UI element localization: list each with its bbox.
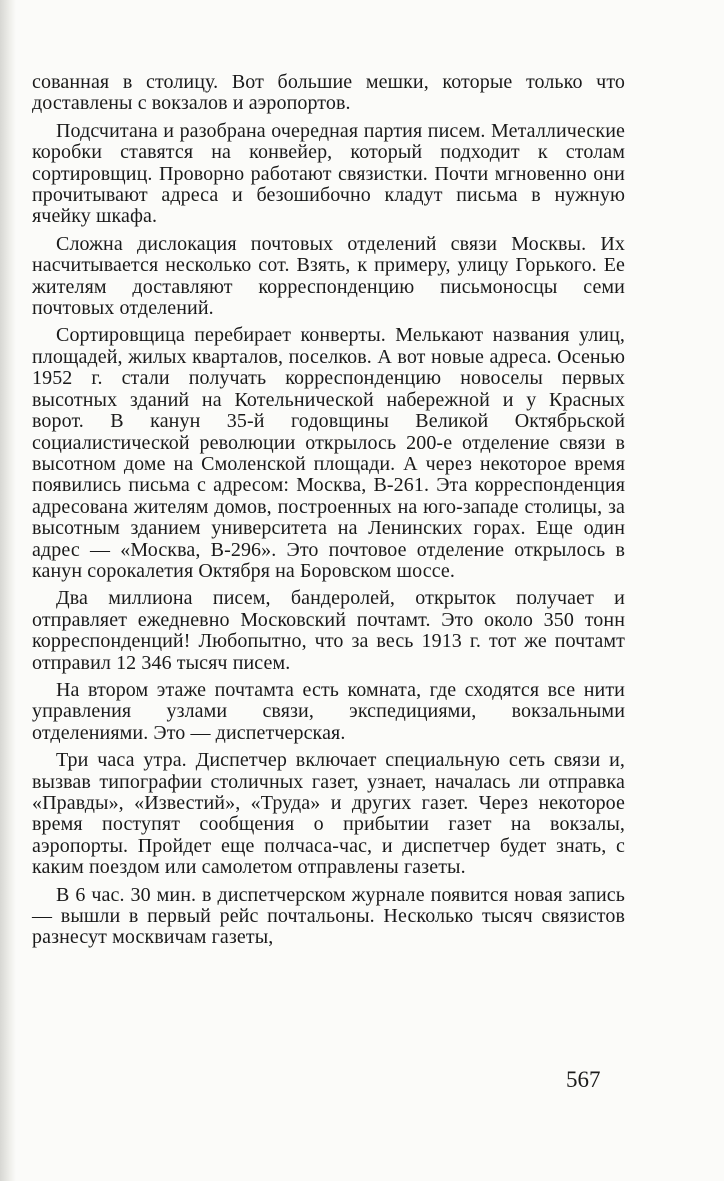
paragraph-continued: сованная в столицу. Вот большие мешки, которые только что доставлены с вокзалов и аэропортов. [32, 71, 625, 115]
body-text [32, 72, 625, 955]
page-number: 567 [566, 1067, 601, 1092]
paragraph-newspapers: Три часа утра. Диспетчер включает специальную сеть связи и, вызвав типографии столичных газет, узнает, началась ли отправка «Правды», «Известий», «Труда» и других газет. Через некоторое время поступят сообщения о прибытии газет на вокзалы, аэропорты. Пройдет еще полчаса-час, и диспетчер будет знать, с каким поездом или самолетом отправлены газеты. [32, 749, 625, 879]
paragraph-post-offices: Сложна дислокация почтовых отделений связи Москвы. Их насчитывается несколько сот. Взять, к примеру, улицу Горького. Ее жителям доставляют корреспонденцию письмоносцы семи почтовых отделений. [32, 232, 625, 320]
paragraph-daily-volume: Два миллиона писем, бандеролей, открыток получает и отправляет ежедневно Московский почтамт. Это около 350 тонн корреспонденций! Любопытно, что за весь 1913 г. тот же почтамт отправил 12 346 тысяч писем. [32, 587, 625, 674]
page-edge-shadow [0, 0, 16, 1181]
paragraph-new-addresses: Сортировщица перебирает конверты. Мелькают названия улиц, площадей, жилых кварталов, поселков. А вот новые адреса. Осенью 1952 г. стали получать корреспонденцию новоселы первых высотных зданий на Котельнической набережной и у Красных ворот. В канун 35-й годовщины Великой Октябрьской социалистической революции открылось 200-е отделение связи в высотном доме на Смоленской площади. А через некоторое время появились письма с адресом: Москва, В-261. Эта корреспонденция адресована жителям домов, построенных на юго-западе столицы, за высотным зданием университета на Ленинских горах. Еще один адрес — «Москва, В-296». Это почтовое отделение открылось в канун сорокалетия Октября на Боровском шоссе. [32, 324, 625, 582]
paragraph-dispatch-room: На втором этаже почтамта есть комната, где сходятся все нити управления узлами связи, экспедициями, вокзальными отделениями. Это — диспетчерская. [32, 678, 625, 744]
paragraph-sorting: Подсчитана и разобрана очередная партия писем. Металлические коробки ставятся на конвейер, который подходит к столам сортировщиц. Проворно работают связистки. Почти мгновенно они прочитывают адреса и безошибочно кладут письма в нужную ячейку шкафа. [32, 119, 625, 228]
paragraph-postmen: В 6 час. 30 мин. в диспетчерском журнале появится новая запись — вышли в первый рейс почтальоны. Несколько тысяч связистов разнесут москвичам газеты, [32, 883, 625, 949]
